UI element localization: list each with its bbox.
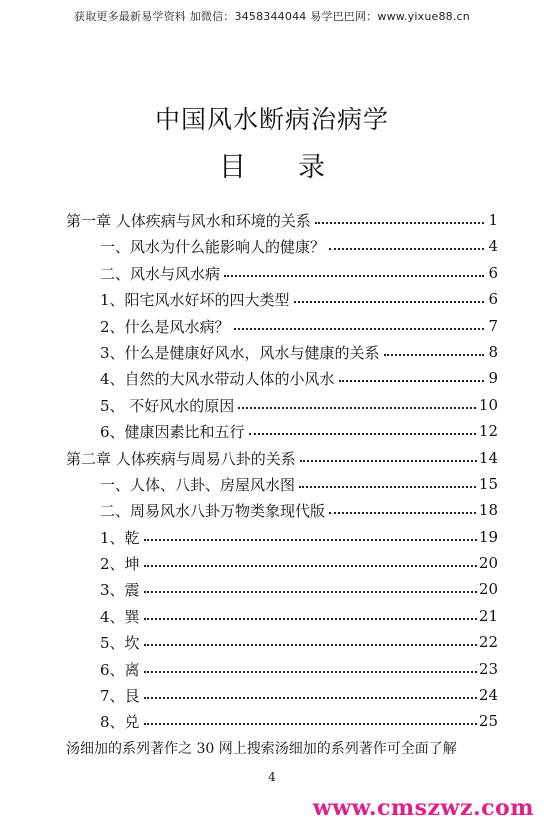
toc-entry-page: 20 [478, 554, 498, 573]
toc-entry [66, 446, 498, 472]
leader-dots [224, 275, 484, 277]
leader-dots [300, 460, 484, 462]
toc-entry-title: 4、自然的大风水带动人体的小风水 [100, 370, 335, 389]
toc-entry-page: 24 [478, 686, 498, 705]
toc-entry-title: 1、乾 [100, 528, 140, 547]
toc-entry [66, 709, 498, 735]
leader-dots [238, 407, 484, 409]
leader-dots [144, 565, 484, 567]
toc-entry-page: 20 [478, 580, 498, 599]
toc-entry-page: 7 [488, 316, 498, 335]
toc-entry-title: 7、艮 [100, 687, 140, 706]
toc-entry-page: 6 [488, 263, 498, 282]
toc-entry-page: 23 [478, 659, 498, 678]
toc-entry-page: 4 [488, 237, 498, 256]
toc-entry-title: 4、巽 [100, 607, 140, 626]
leader-dots [329, 512, 484, 514]
toc-entry-page: 6 [488, 290, 498, 309]
leader-dots [249, 433, 484, 435]
leader-dots [315, 222, 484, 224]
toc-entry-page: 10 [478, 395, 498, 414]
toc-entry [66, 683, 498, 709]
table-of-contents [66, 208, 498, 736]
toc-entry-title: 8、兑 [100, 713, 140, 732]
leader-dots [234, 328, 484, 330]
toc-entry-page: 15 [478, 474, 498, 493]
toc-entry-page: 8 [488, 342, 498, 361]
leader-dots [339, 380, 484, 382]
watermark: www.cmszwz.com [312, 795, 534, 821]
toc-entry-title: 一、人体、八卦、房屋风水图 [100, 475, 296, 494]
toc-entry-title: 1、阳宅风水好坏的四大类型 [100, 291, 290, 310]
toc-entry [66, 604, 498, 630]
series-note: 汤细加的系列著作之 30 网上搜索汤细加的系列著作可全面了解 [66, 741, 457, 757]
toc-entry [66, 525, 498, 551]
leader-dots [144, 697, 484, 699]
leader-dots [384, 354, 484, 356]
toc-entry-title: 一、风水为什么能影响人的健康？ [100, 238, 326, 257]
toc-entry-title: 3、震 [100, 581, 140, 600]
toc-entry [66, 314, 498, 340]
toc-entry [66, 287, 498, 313]
toc-entry-page: 22 [478, 633, 498, 652]
toc-entry-page: 25 [478, 712, 498, 731]
toc-entry [66, 366, 498, 392]
toc-entry-title: 2、什么是风水病？ [100, 317, 230, 336]
toc-entry [66, 234, 498, 260]
toc-entry-title: 第一章 人体疾病与风水和环境的关系 [66, 212, 311, 230]
leader-dots [144, 539, 484, 541]
toc-entry-title: 6、健康因素比和五行 [100, 423, 245, 442]
toc-entry [66, 419, 498, 445]
toc-entry-page: 18 [478, 501, 498, 520]
leader-dots [144, 591, 484, 593]
toc-entry [66, 472, 498, 498]
leader-dots [294, 301, 484, 303]
toc-entry-page: 1 [488, 211, 498, 229]
toc-entry [66, 393, 498, 419]
toc-entry-title: 6、离 [100, 660, 140, 679]
book-title: 中国风水断病治病学 [154, 105, 389, 134]
toc-entry [66, 577, 498, 603]
leader-dots [144, 671, 484, 673]
leader-dots [329, 248, 484, 250]
toc-entry-page: 19 [478, 527, 498, 546]
leader-dots [299, 486, 484, 488]
toc-entry [66, 208, 498, 234]
toc-entry-title: 3、什么是健康好风水，风水与健康的关系 [100, 343, 380, 362]
toc-entry [66, 630, 498, 656]
toc-entry [66, 340, 498, 366]
leader-dots [144, 644, 484, 646]
toc-entry-page: 9 [488, 369, 498, 388]
toc-entry-page: 12 [478, 422, 498, 441]
toc-entry [66, 498, 498, 524]
toc-entry-title: 2、坤 [100, 555, 140, 574]
leader-dots [144, 618, 484, 620]
page-header: 获取更多最新易学资料 加微信：3458344044 易学巴巴网：www.yixue88.cn [74, 10, 470, 23]
toc-title: 目录 [219, 152, 377, 183]
toc-entry-page: 14 [478, 448, 498, 467]
page-number: 4 [268, 770, 276, 784]
toc-entry-title: 二、风水与风水病 [100, 264, 221, 283]
toc-entry-title: 5、 不好风水的原因 [100, 396, 235, 415]
toc-entry [66, 261, 498, 287]
toc-entry [66, 657, 498, 683]
leader-dots [144, 723, 484, 725]
toc-entry-page: 21 [478, 606, 498, 625]
toc-entry-title: 5、坎 [100, 634, 140, 653]
toc-entry-title: 第二章 人体疾病与周易八卦的关系 [66, 449, 296, 468]
toc-entry-title: 二、周易风水八卦万物类象现代版 [100, 502, 326, 521]
toc-entry [66, 551, 498, 577]
